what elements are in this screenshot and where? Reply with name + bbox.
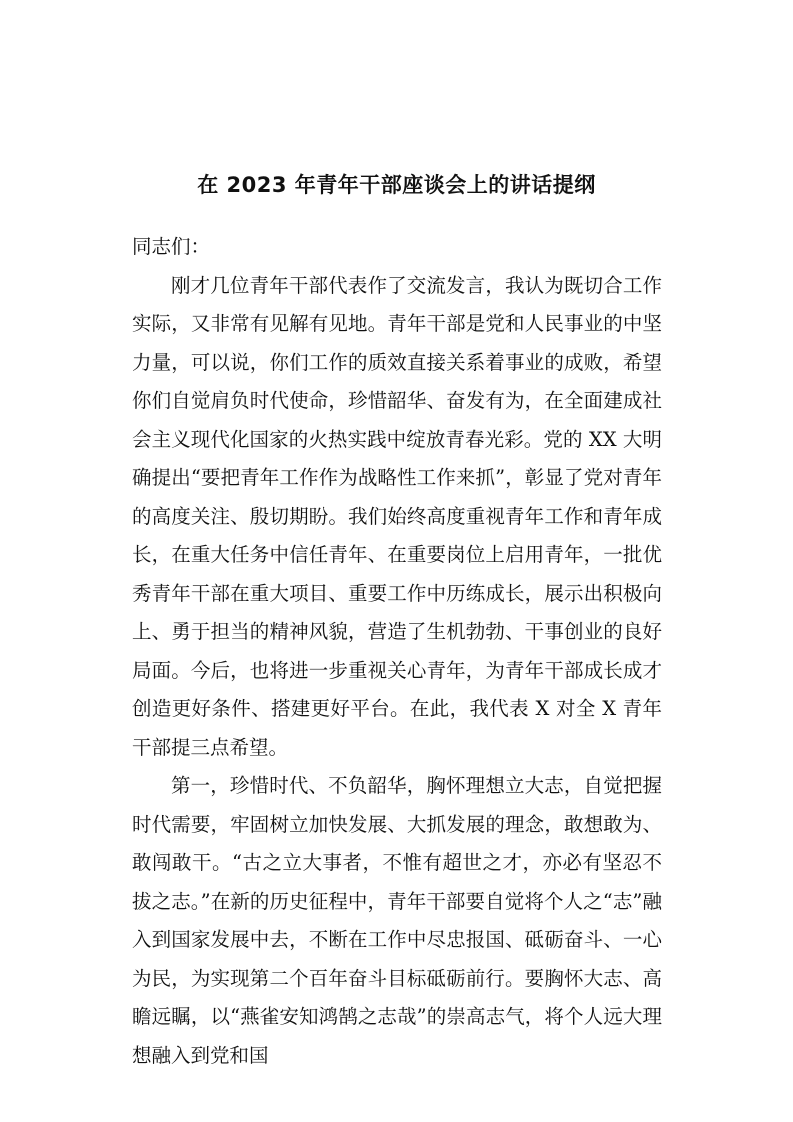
salutation: 同志们： (132, 235, 211, 258)
paragraph-intro: 刚才几位青年干部代表作了交流发言，我认为既切合工作实际，又非常有见解有见地。青年干部是党和人民事业的中坚力量，可以说，你们工作的质效直接关系着事业的成败，希望你们自觉肩负时代使命，珍惜韶华、奋发有为，在全面建成社会主义现代化国家的火热实践中绽放青春光彩。党的 XX 大明确提出“要把青年工作作为战略性工作来抓”，彰显了党对青年的高度关注、殷切期盼。我们始终高度重视青年工作和青年成长，在重大任务中信任青年、在重要岗位上启用青年，一批优秀青年干部在重大项目、重要工作中历练成长，展示出积极向上、勇于担当的精神风貌，营造了生机勃勃、干事创业的良好局面。今后，也将进一步重视关心青年，为青年干部成长成才创造更好条件、搭建更好平台。在此，我代表 X 对全 X 青年干部提三点希望。 (132, 273, 662, 759)
document-title: 在 2023 年青年干部座谈会上的讲话提纲 (197, 173, 596, 197)
document-body (132, 228, 662, 1075)
paragraph-first-point: 第一，珍惜时代、不负韶华，胸怀理想立大志，自觉把握时代需要，牢固树立加快发展、大抓发展的理念，敢想敢为、敢闯敢干。“古之立大事者，不惟有超世之才，亦必有坚忍不拔之志。”在新的历史征程中，青年干部要自觉将个人之“志”融入到国家发展中去，不断在工作中尽忠报国、砥砺奋斗、一心为民，为实现第二个百年奋斗目标砥砺前行。要胸怀大志、高瞻远瞩，以“燕雀安知鸿鹄之志哉”的崇高志气，将个人远大理想融入到党和国 (132, 774, 662, 1067)
